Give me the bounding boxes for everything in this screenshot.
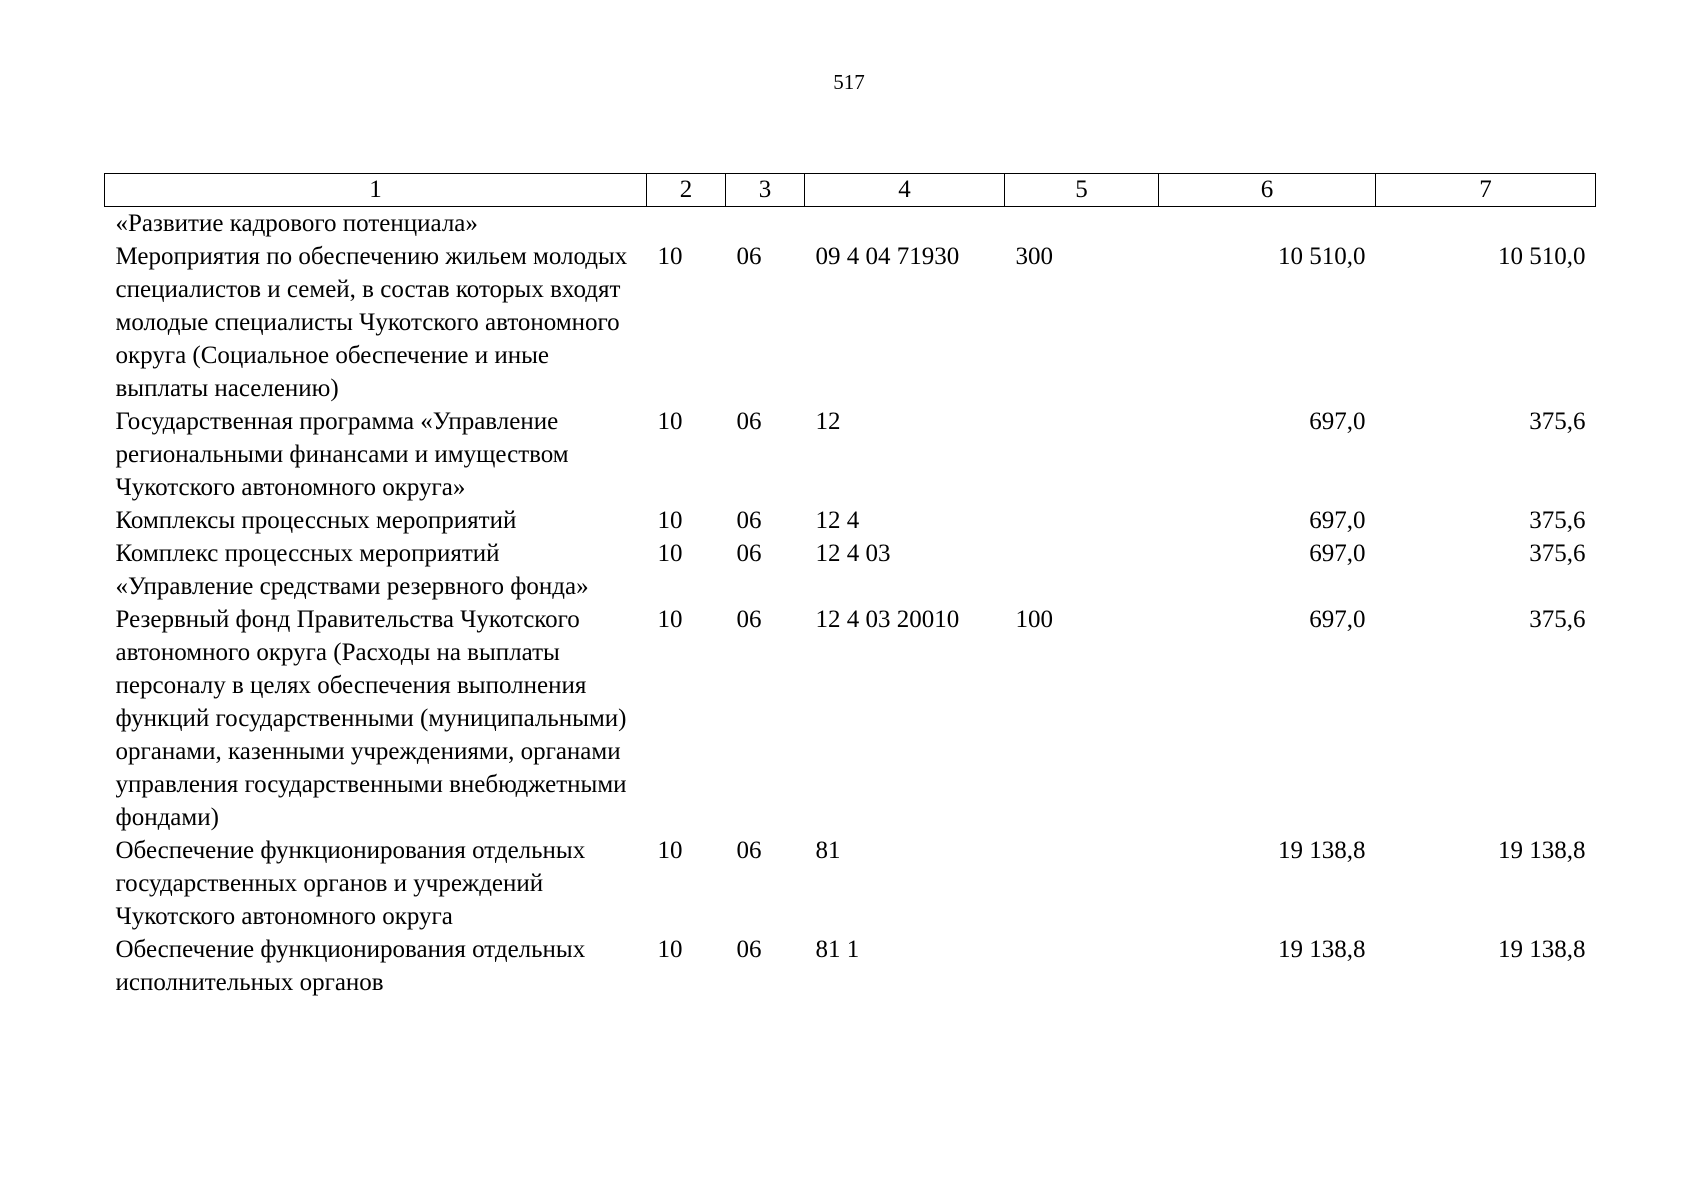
item-name-cell: Мероприятия по обеспечению жильем молодых специалистов и семей, в состав которых входят молодые специалисты Чукотского автономного округа (Социальное обеспечение и иные выплаты населению) [115, 243, 628, 402]
table-row [105, 240, 1596, 405]
section-code-cell: 10 [657, 507, 683, 534]
target-article-cell: 12 [815, 408, 841, 435]
item-name-cell: Обеспечение функционирования отдельных исполнительных органов [115, 936, 586, 996]
expense-type-cell [1005, 834, 1159, 933]
item-name-cell: «Развитие кадрового потенциала» [115, 210, 478, 237]
amount-year-1-cell: 10 510,0 [1278, 243, 1366, 270]
amount-year-2-cell [1376, 207, 1596, 241]
section-code-cell: 10 [657, 936, 683, 963]
subsection-code-cell: 06 [736, 408, 762, 435]
column-header: 1 [105, 174, 647, 207]
target-article-cell: 81 1 [815, 936, 860, 963]
page-number: 517 [833, 70, 865, 94]
amount-year-2-cell: 19 138,8 [1498, 837, 1586, 864]
column-header: 7 [1376, 174, 1596, 207]
expense-type-cell [1005, 933, 1159, 999]
item-name-cell: Резервный фонд Правительства Чукотского автономного округа (Расходы на выплаты персоналу в целях обеспечения выполнения функций государственными (муниципальными) органами, казенными учреждениями, органами управления государственными внебюджетными фондами) [115, 606, 627, 831]
amount-year-2-cell: 375,6 [1529, 606, 1586, 633]
target-article-cell: 12 4 03 20010 [815, 606, 960, 633]
expense-type-cell [1005, 537, 1159, 603]
expense-type-cell [1005, 207, 1159, 241]
column-header: 6 [1159, 174, 1376, 207]
amount-year-1-cell [1159, 207, 1376, 241]
amount-year-2-cell: 19 138,8 [1498, 936, 1586, 963]
amount-year-2-cell: 375,6 [1529, 408, 1586, 435]
amount-year-1-cell: 697,0 [1309, 540, 1366, 567]
table-body [105, 207, 1596, 1000]
expense-type-cell [1005, 504, 1159, 537]
target-article-cell: 12 4 03 [815, 540, 891, 567]
amount-year-1-cell: 19 138,8 [1278, 837, 1366, 864]
amount-year-2-cell: 375,6 [1529, 540, 1586, 567]
subsection-code-cell [726, 207, 805, 241]
amount-year-2-cell: 10 510,0 [1498, 243, 1586, 270]
table-row [105, 603, 1596, 834]
target-article-cell: 09 4 04 71930 [815, 243, 960, 270]
section-code-cell: 10 [657, 606, 683, 633]
subsection-code-cell: 06 [736, 540, 762, 567]
section-code-cell [647, 207, 726, 241]
budget-table [104, 173, 1596, 999]
amount-year-2-cell: 375,6 [1529, 507, 1586, 534]
column-header: 4 [805, 174, 1005, 207]
column-header: 3 [726, 174, 805, 207]
subsection-code-cell: 06 [736, 507, 762, 534]
section-code-cell: 10 [657, 408, 683, 435]
section-code-cell: 10 [657, 837, 683, 864]
table-row [105, 207, 1596, 241]
column-header: 2 [647, 174, 726, 207]
amount-year-1-cell: 697,0 [1309, 606, 1366, 633]
amount-year-1-cell: 19 138,8 [1278, 936, 1366, 963]
subsection-code-cell: 06 [736, 936, 762, 963]
amount-year-1-cell: 697,0 [1309, 408, 1366, 435]
target-article-cell [805, 207, 1005, 241]
table-row [105, 933, 1596, 999]
target-article-cell: 12 4 [815, 507, 860, 534]
column-header: 5 [1005, 174, 1159, 207]
table-header-row [105, 174, 1596, 207]
subsection-code-cell: 06 [736, 606, 762, 633]
section-code-cell: 10 [657, 540, 683, 567]
item-name-cell: Государственная программа «Управление региональными финансами и имуществом Чукотского автономного округа» [115, 408, 569, 501]
item-name-cell: Обеспечение функционирования отдельных государственных органов и учреждений Чукотского автономного округа [115, 837, 586, 930]
table-row [105, 834, 1596, 933]
subsection-code-cell: 06 [736, 243, 762, 270]
target-article-cell: 81 [815, 837, 841, 864]
expense-type-cell: 100 [1015, 606, 1053, 633]
amount-year-1-cell: 697,0 [1309, 507, 1366, 534]
table-row [105, 405, 1596, 504]
section-code-cell: 10 [657, 243, 683, 270]
expense-type-cell [1005, 405, 1159, 504]
expense-type-cell: 300 [1015, 243, 1053, 270]
table-row [105, 504, 1596, 537]
table-row [105, 537, 1596, 603]
item-name-cell: Комплексы процессных мероприятий [115, 507, 517, 534]
subsection-code-cell: 06 [736, 837, 762, 864]
item-name-cell: Комплекс процессных мероприятий «Управление средствами резервного фонда» [115, 540, 589, 600]
